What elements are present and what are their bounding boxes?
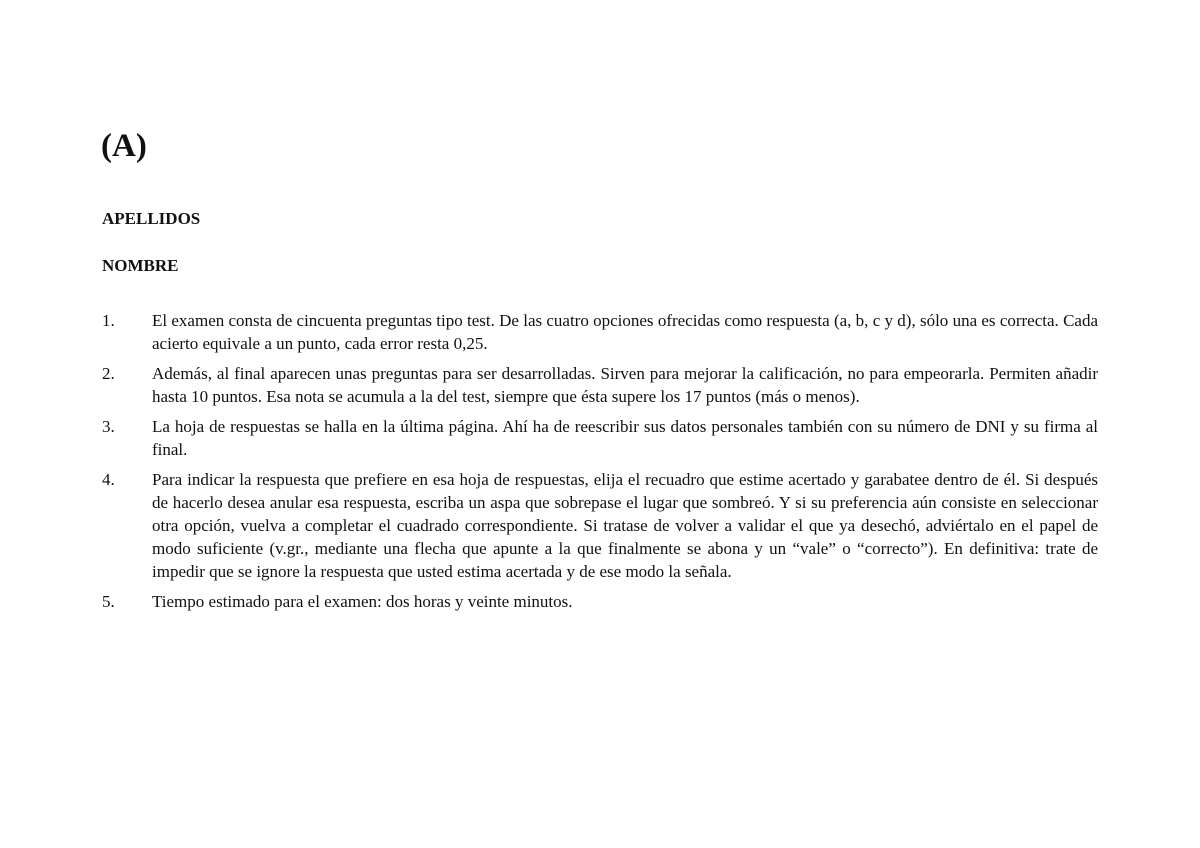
- instruction-text: Tiempo estimado para el examen: dos horas y veinte minutos.: [152, 592, 573, 611]
- instruction-item-4: [102, 468, 1098, 583]
- surnames-label: APELLIDOS: [102, 209, 201, 228]
- instruction-text: Además, al final aparecen unas preguntas para ser desarrolladas. Sirven para mejorar la calificación, no para empeorarla. Permiten añadir hasta 10 puntos. Esa nota se acumula a la del test, siempre que ésta supere los 17 puntos (más o menos).: [152, 364, 1098, 406]
- instruction-number: 1.: [102, 311, 115, 330]
- instruction-number: 4.: [102, 470, 115, 489]
- instruction-item-5: [102, 590, 1098, 613]
- instruction-item-1: [102, 309, 1098, 355]
- instruction-text: El examen consta de cincuenta preguntas tipo test. De las cuatro opciones ofrecidas como respuesta (a, b, c y d), sólo una es correcta. Cada acierto equivale a un punto, cada error resta 0,25.: [152, 311, 1098, 353]
- instruction-item-3: [102, 415, 1098, 461]
- instruction-number: 3.: [102, 417, 115, 436]
- instruction-text: La hoja de respuestas se halla en la última página. Ahí ha de reescribir sus datos personales también con su número de DNI y su firma al final.: [152, 417, 1098, 459]
- instruction-number: 5.: [102, 592, 115, 611]
- name-label: NOMBRE: [102, 256, 179, 275]
- instruction-number: 2.: [102, 364, 115, 383]
- exam-version-heading: (A): [101, 128, 147, 164]
- instruction-item-2: [102, 362, 1098, 408]
- instruction-text: Para indicar la respuesta que prefiere en esa hoja de respuestas, elija el recuadro que estime acertado y garabatee dentro de él. Si después de hacerlo desea anular esa respuesta, escriba un aspa que sobrepase el lugar que sombreó. Y si su preferencia aún consiste en seleccionar otra opción, vuelva a completar el cuadrado correspondiente. Si tratase de volver a validar el que ya desechó, adviértalo en el papel de modo suficiente (v.gr., mediante una flecha que apunte a la que finalmente se abona y un “vale” o “correcto”). En definitiva: trate de impedir que se ignore la respuesta que usted estima acertada y de ese modo la señala.: [152, 470, 1098, 581]
- instructions-list: [102, 309, 1098, 620]
